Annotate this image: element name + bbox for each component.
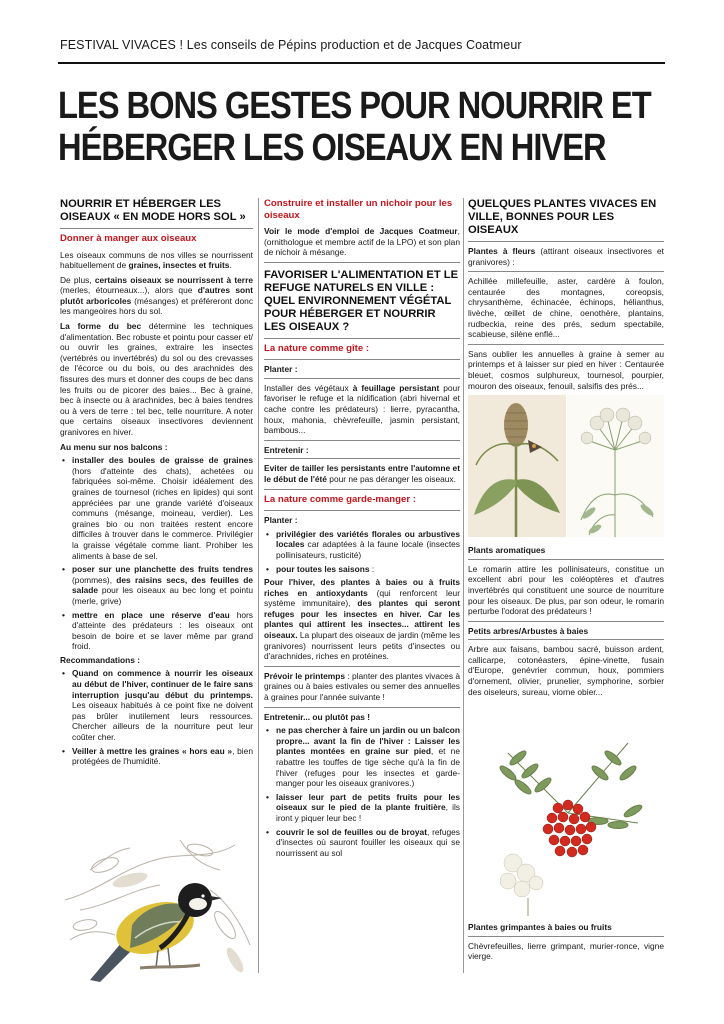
col1-rule: [60, 228, 253, 229]
column-feeding: [60, 198, 253, 770]
garde-paragraph: Pour l'hiver, des plantes à baies ou à fruits riches en antioxydants (qui renforcent leur système immunitaire), des plantes qui seront refuges pour les insectes en hiver. Car les plantes qui attirent les insectes... attirent les oiseaux. La plupart des oiseaux de jardin (même les granivores) nourrissent leurs petits d'insectes ou d'arachnides, riches en protéines.: [264, 577, 461, 662]
list-item: • Quand on commence à nourrir les oiseaux au début de l'hiver, continuer de le faire sans interruption jusqu'au début du printemps. Les oiseaux habitués à ce point fixe ne doivent pas brûler inutilement leurs ressources. Chercher ailleurs de la nourriture peut leur coûter cher.: [60, 668, 253, 742]
aromatiques-paragraph: Le romarin attire les pollinisateurs, constitue un excellent abri pour les coléoptères et d'autres invertébrés qui constituent une source de nourriture pour les oiseaux. De plus, par son odeur, le romarin perturbe l'odorat des prédateurs !: [468, 563, 664, 617]
grimpantes-title: Plantes grimpantes à baies ou fruits: [468, 922, 612, 932]
entretenir-rule: [264, 458, 460, 459]
list-item: • installer des boules de graisse de graines (hors d'atteinte des chats), achetées ou fabriquées soi-même. Choisir idéalement des graines de tournesol (riches en lipides) qui sont appréciées par une grande variété d'oiseaux communs (mésange, moineau, verdier). Les graines bio ou non traitées restent encore difficiles à trouver dans le commerce. Privilégier la graisse végétale comme liant. Prohiber les aliments à base de sel.: [60, 455, 253, 561]
entretenir2-rule: [264, 707, 460, 708]
arbustes-title: Petits arbres/Arbustes à baies: [468, 625, 589, 636]
col1-paragraph-2: De plus, certains oiseaux se nourrissent à terre (merles, étourneaux...), alors que d'autres sont plutôt arboricoles (mésanges) et préféreront donc les mangeoires hors du sol.: [60, 274, 254, 317]
arbustes-paragraph: Arbre aux faisans, bambou sacré, buisson ardent, callicarpe, cotonéasters, épine-vinette, fusain d'Europe, genévrier commun, houx, pommiers d'ornement, olivier, prunelier, symphorine, sorbier des oiseleurs, sureau, viorne obier...: [468, 644, 664, 697]
arbustes-rule-2: [468, 639, 664, 640]
list-item: • Veiller à mettre les graines « hors eau », bien protégées de l'humidité.: [60, 746, 253, 767]
column-divider-2: [463, 198, 464, 973]
list-item: • couvrir le sol de feuilles ou de broyat, refuges d'insectes où sauront fouiller les oiseaux qui se nourrissent au sol: [264, 827, 460, 859]
col2-rule-2: [264, 338, 460, 339]
column-divider-1: [258, 198, 259, 973]
entretenir-list: [264, 725, 460, 858]
annuelles-paragraph: Sans oublier les annuelles à graine à semer au printemps et à laisser sur pied en hiver : Centaurée bleuet, cosmos sulphureux, tournesol, pourpier, mouron des oiseaux, fenouil, salsifis des prés...: [468, 348, 664, 391]
nichoir-title: Construire et installer un nichoir pour les oiseaux: [264, 198, 453, 221]
planter-rule: [264, 378, 460, 379]
festival-prefix: FESTIVAL VIVACES !: [60, 38, 184, 52]
list-item: • laisser leur part de petits fruits pour les oiseaux sur le pied de la plante fruitière, ils iront y piquer leur bec !: [264, 792, 460, 824]
nichoir-paragraph: Voir le mode d'emploi de Jacques Coatmeur, (ornithologue et membre actif de la LPO) et son plan de nichoir à mésange.: [264, 226, 460, 258]
col3-heading: QUELQUES PLANTES VIVACES EN VILLE, BONNES POUR LES OISEAUX: [468, 198, 657, 236]
col1-paragraph-3: La forme du bec détermine les techniques d'alimentation. Bec robuste et pointu pour casser et/ ou ouvrir les graines, extraire les insectes (vertébrés ou invertébrés) du sol ou des crevasses de l'écorce ou du bois, ou des arachnides des fissures des murs et donner des coups de bec dans les fruits ou de picorer des baies... Bec à graine, bec à insecte ou à arachnides, bec à baies tendres ou à vers de terre : tel bec, telle nourriture. A noter que certains oiseaux insectivores deviennent granivores en hiver.: [60, 321, 253, 437]
umbel-plant-illustration: [567, 395, 664, 537]
list-item: • poser sur une planchette des fruits tendres (pommes), des raisins secs, des feuilles de salade pour les oiseaux au bec long et pointu (merle, grive): [60, 564, 253, 606]
gite-rule: [264, 359, 460, 360]
festival-rest: Les conseils de Pépins production et de Jacques Coatmeur: [183, 38, 522, 52]
title-line-1: LES BONS GESTES POUR NOURRIR ET: [58, 85, 651, 127]
fleurs-intro: Plantes à fleurs (attirant oiseaux insectivores et granivores) :: [468, 246, 664, 267]
annuelles-rule: [468, 344, 664, 345]
grimpantes-paragraph: Chèvrefeuilles, lierre grimpant, murier-ronce, vigne vierge.: [468, 940, 664, 962]
rowan-berries-illustration: [488, 713, 648, 916]
aromatiques-title: Plants aromatiques: [468, 545, 546, 556]
title-line-2: HÉBERGER LES OISEAUX EN HIVER: [58, 127, 606, 169]
col1-subheading: Donner à manger aux oiseaux: [60, 233, 197, 244]
fleurs-rule: [468, 271, 664, 272]
reco-title: Recommandations :: [60, 654, 141, 665]
col2-rule: [264, 262, 460, 263]
col3-rule: [468, 241, 664, 242]
entretenir2-label: Entretenir... ou plutôt pas !: [264, 711, 371, 722]
col1-heading: NOURRIR ET HÉBERGER LES OISEAUX « EN MODE HORS SOL »: [60, 198, 246, 223]
garde-rule-top: [264, 489, 460, 490]
gite-paragraph: Installer des végétaux à feuillage persistant pour favoriser le refuge et la nidification (abri hivernal et cache contre les prédateurs) : lierre, pyracantha, houx, mahonia, chèvrefeuille, jasmin persistant, bambous...: [264, 382, 461, 436]
entretenir-rule-top: [264, 440, 460, 441]
planter-label: Planter :: [264, 364, 298, 375]
teasel-illustration: [468, 395, 566, 537]
list-item: • pour toutes les saisons :: [264, 564, 460, 575]
great-tit-illustration: [60, 830, 255, 995]
menu-title: Au menu sur nos balcons :: [60, 441, 168, 452]
grimpantes-rule: [468, 936, 664, 937]
garde-list: [264, 529, 460, 574]
reco-list: [60, 668, 253, 766]
aromatiques-rule: [468, 559, 664, 560]
festival-header: [60, 38, 664, 52]
header-rule: [58, 62, 665, 64]
grimpantes-block: [468, 922, 664, 966]
garde-rule: [264, 510, 460, 511]
gite-title: La nature comme gîte :: [264, 342, 370, 354]
column-environment: [264, 198, 460, 861]
menu-list: [60, 455, 253, 652]
prevoir-rule: [264, 666, 460, 667]
garde-title: La nature comme garde-manger :: [264, 493, 416, 505]
entretenir-paragraph: Eviter de tailler les persistants entre l'automne et le début de l'été pour ne pas déranger les oiseaux.: [264, 463, 460, 485]
list-item: • privilégier des variétés florales ou arbustives locales car adaptées à la faune locale (insectes pollinisateurs, rusticité): [264, 529, 460, 561]
col1-paragraph-1: Les oiseaux communs de nos villes se nourrissent habituellement de graines, insectes et fruits.: [60, 249, 253, 271]
arbustes-rule: [468, 621, 664, 622]
list-item: • mettre en place une réserve d'eau hors d'atteinte des prédateurs : les oiseaux ont besoin de boire et se laver même par grand froid.: [60, 610, 253, 652]
entretenir-label: Entretenir :: [264, 444, 309, 455]
fleurs-list: Achillée millefeuille, aster, cardère à foulon, centaurée des montagnes, coreopsis, chrysanthème, échinacée, échinops, hélianthus, livèche, œillet de chine, oenothère, plantains, rudbeckia, reine des prés, sedum spectabile, scabieuse, silène enflé...: [468, 276, 664, 340]
list-item: • ne pas chercher à faire un jardin ou un balcon propre... avant la fin de l'hiver : Laisser les plantes montées en graine sur pied, et ne rabattre les touffes de tige sèche qu'à la fin de l'hiver (refuges pour les insectes et garde-manger pour les oiseaux granivores.): [264, 725, 460, 789]
prevoir-paragraph: Prévoir le printemps : planter des plantes vivaces à graines ou à baies estivales ou semer des annuelles à graines pour l'année suivante !: [264, 670, 460, 703]
col2-heading: FAVORISER L'ALIMENTATION ET LE REFUGE NATURELS EN VILLE : QUEL ENVIRONNEMENT VÉGÉTAL POUR HÉBERGER ET NOURRIR LES OISEAUX ?: [264, 268, 459, 333]
planter2-label: Planter :: [264, 515, 298, 526]
page-title: [58, 85, 651, 169]
